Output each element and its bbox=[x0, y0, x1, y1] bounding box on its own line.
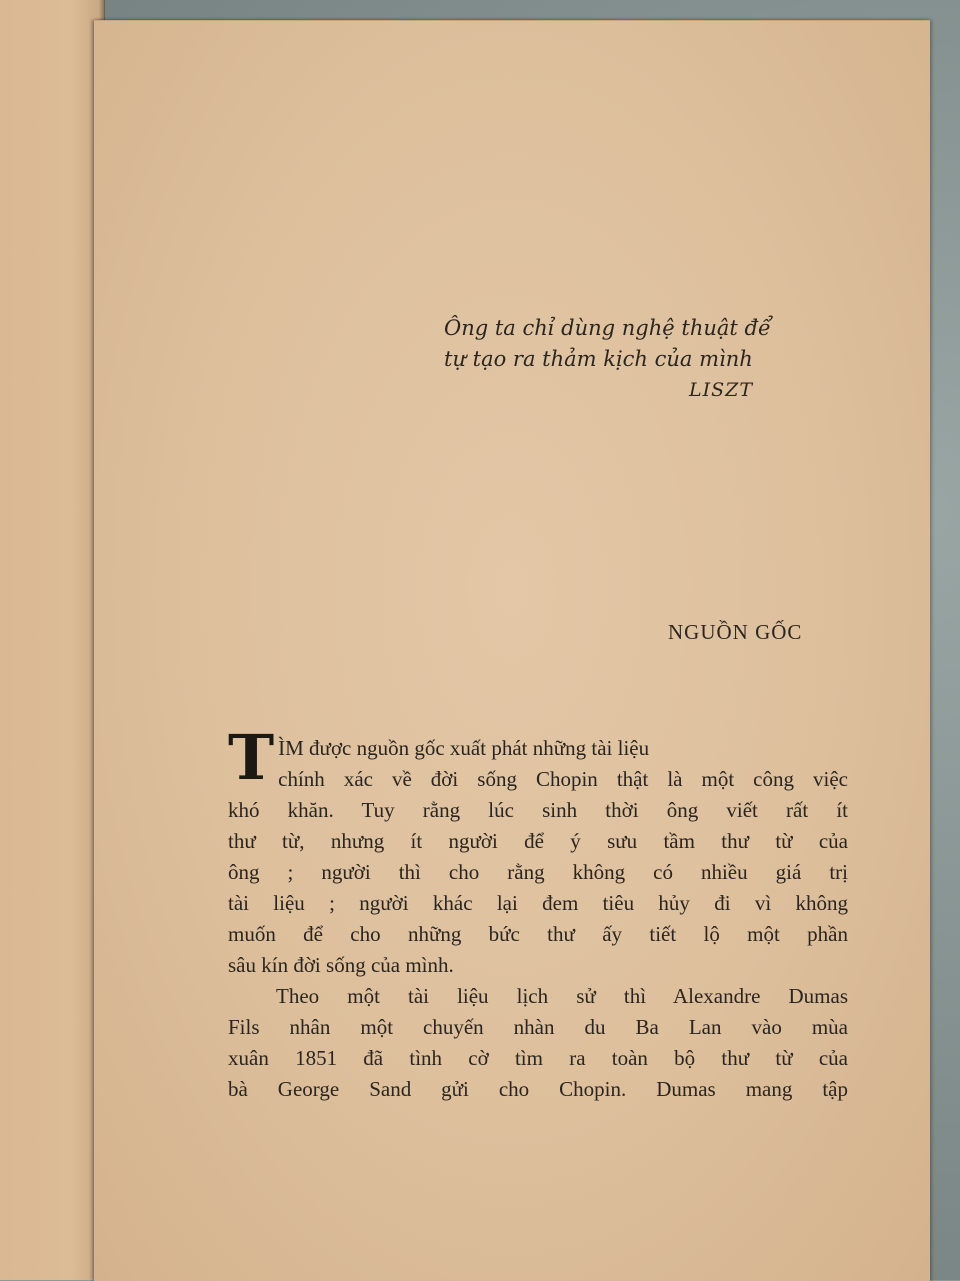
text-line: chính xác về đời sống Chopin thật là một công việc bbox=[278, 767, 848, 791]
text-line: Theo một tài liệu lịch sử thì Alexandre Dumas bbox=[276, 984, 848, 1008]
text-line: Fils nhân một chuyến nhàn du Ba Lan vào mùa bbox=[228, 1015, 848, 1039]
epigraph-line: Ông ta chỉ dùng nghệ thuật để bbox=[444, 316, 771, 340]
paragraph-1 bbox=[228, 721, 848, 981]
text-line: tài liệu ; người khác lại đem tiêu hủy đi vì không bbox=[228, 891, 848, 915]
text-line: xuân 1851 đã tình cờ tìm ra toàn bộ thư từ của bbox=[228, 1046, 848, 1070]
text-line: thư từ, nhưng ít người để ý sưu tầm thư từ của bbox=[228, 829, 848, 853]
body-text bbox=[228, 721, 848, 1105]
text-line: ông ; người thì cho rằng không có nhiều giá trị bbox=[228, 860, 848, 884]
epigraph bbox=[444, 313, 884, 406]
epigraph-author: LISZT bbox=[689, 379, 754, 401]
text-line: bà George Sand gửi cho Chopin. Dumas mang tập bbox=[228, 1077, 848, 1101]
text-line: khó khăn. Tuy rằng lúc sinh thời ông viết rất ít bbox=[228, 798, 848, 822]
book-page bbox=[94, 20, 930, 1281]
paragraph-2 bbox=[228, 981, 848, 1105]
chapter-title: NGUỒN GỐC bbox=[668, 620, 803, 644]
previous-page-edge bbox=[0, 0, 105, 1280]
epigraph-line: tự tạo ra thảm kịch của mình bbox=[444, 347, 753, 371]
drop-cap: T bbox=[228, 721, 275, 794]
text-line: sâu kín đời sống của mình. bbox=[228, 953, 454, 977]
text-line: ÌM được nguồn gốc xuất phát những tài liệu bbox=[278, 736, 650, 760]
text-line: muốn để cho những bức thư ấy tiết lộ một phần bbox=[228, 922, 848, 946]
